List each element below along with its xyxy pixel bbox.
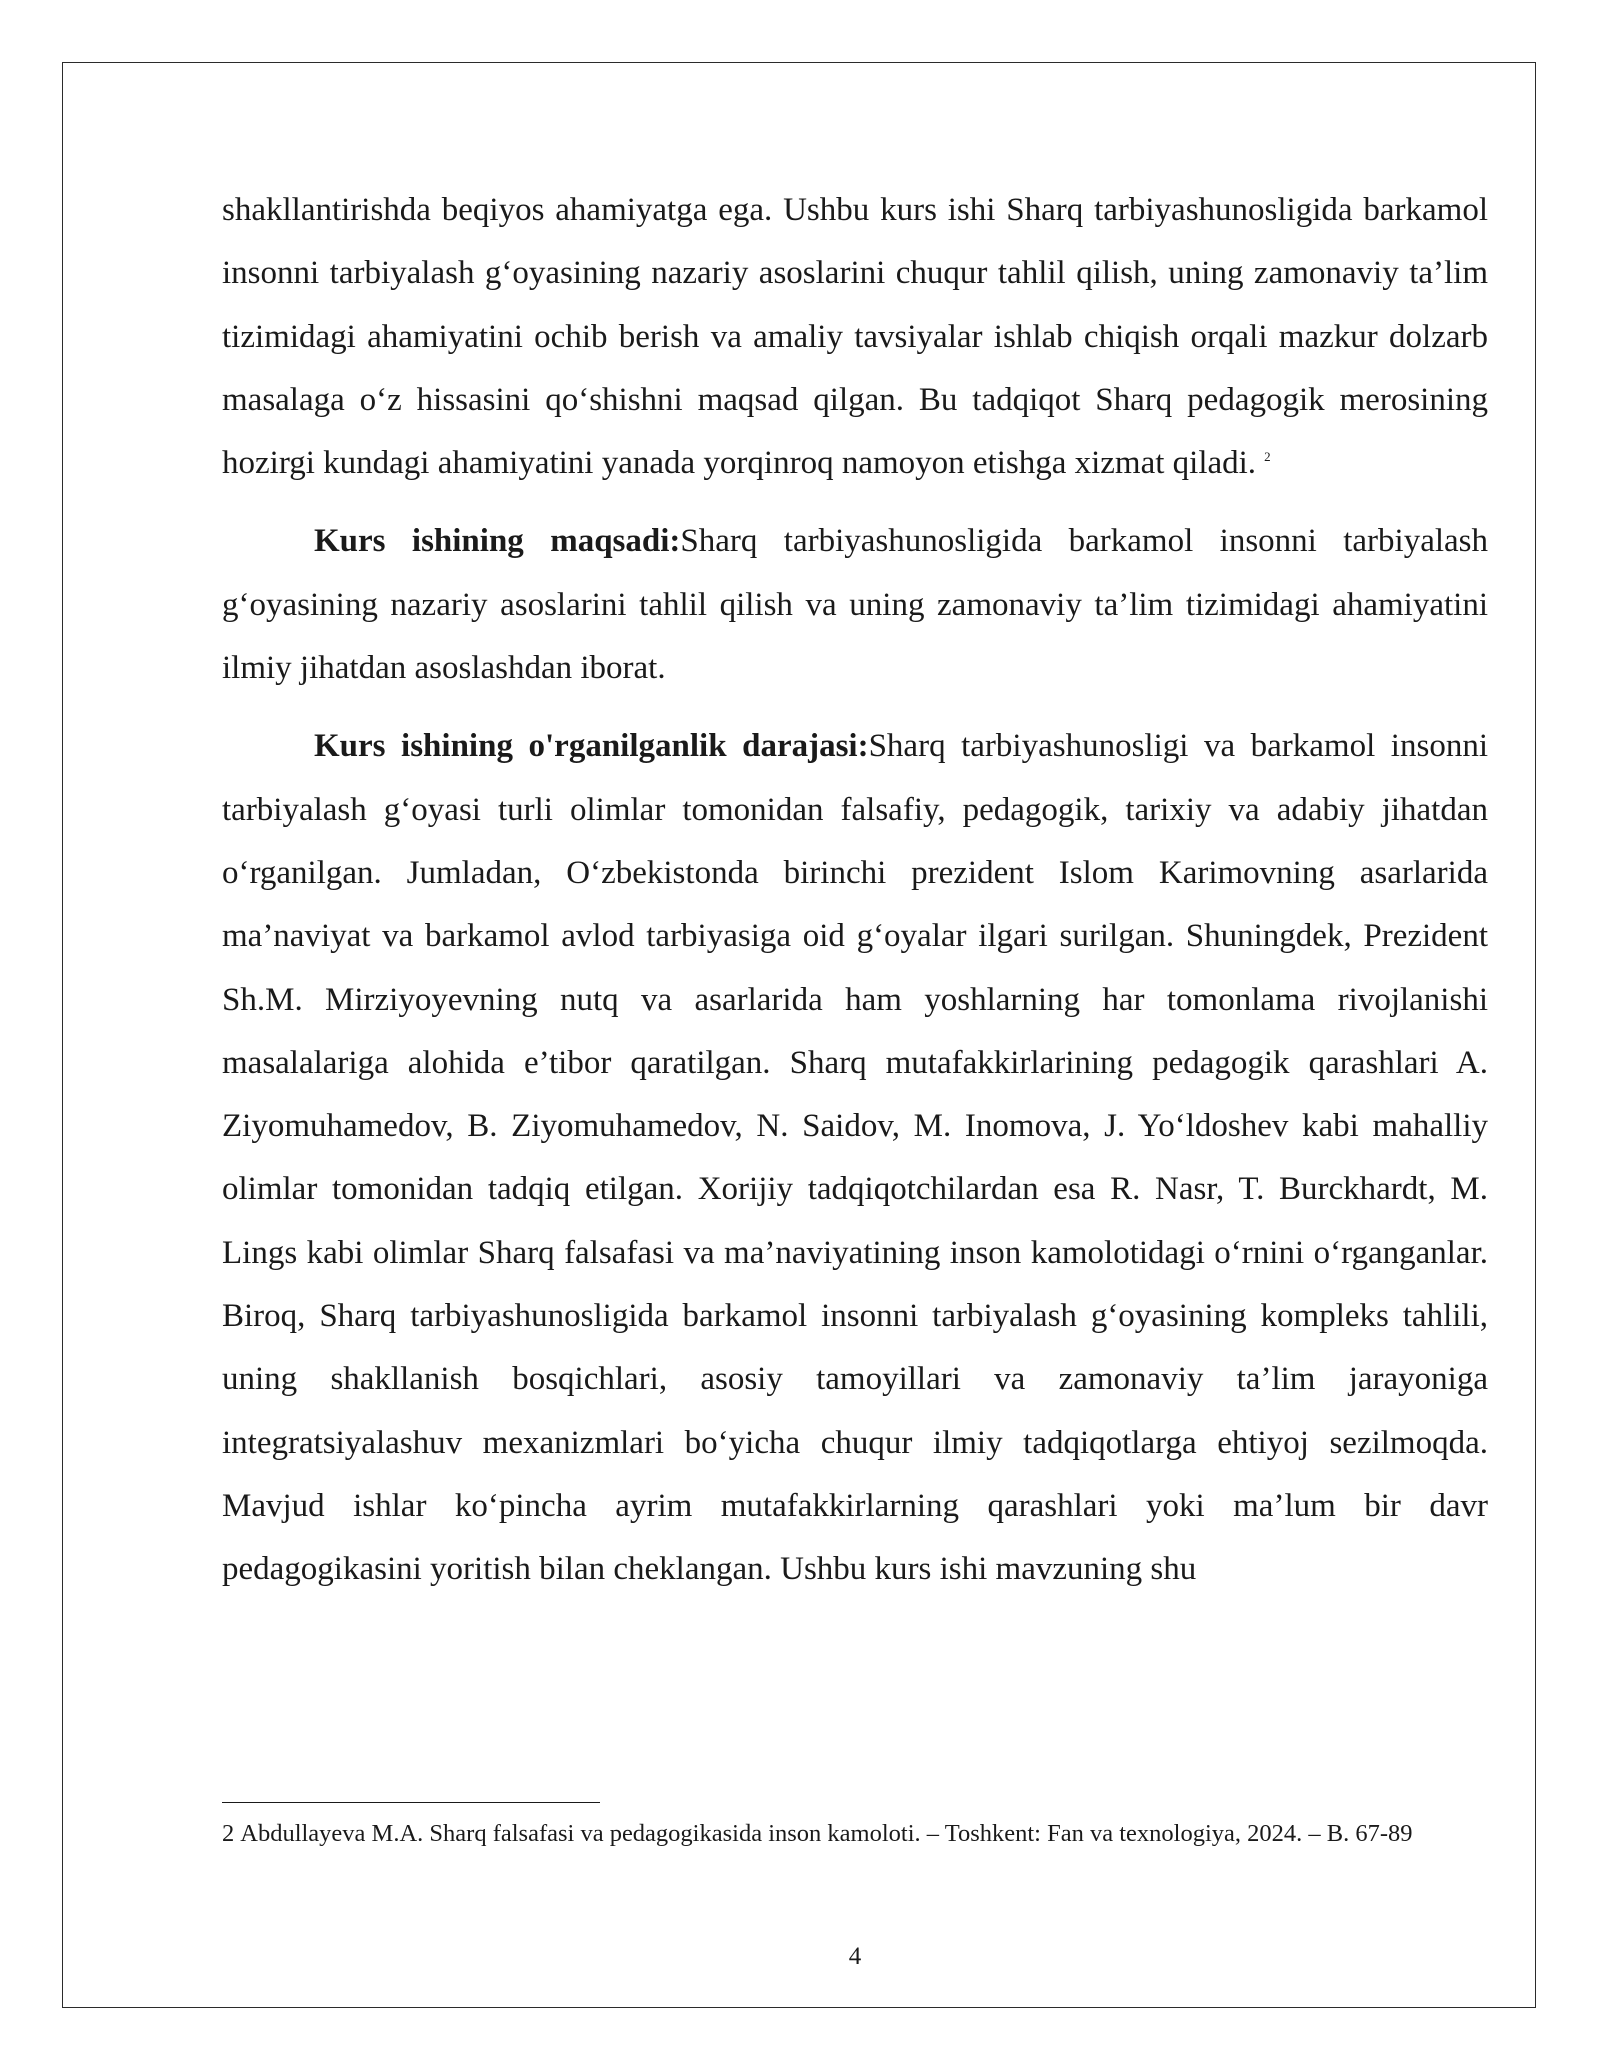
footnote-number: 2 — [222, 1820, 235, 1847]
paragraph-text: Sharq tarbiyashunosligida barkamol insonni tarbiyalash g‘oyasining nazariy asoslarini tahlil qilish va uning zamonaviy ta’lim tizimidagi ahamiyatini ilmiy jihatdan asoslashdan iborat. — [222, 523, 1488, 687]
page-number: 4 — [848, 1943, 862, 1970]
paragraph-heading: Kurs ishining o'rganilganlik darajasi: — [314, 728, 869, 765]
paragraph-study-level — [222, 715, 1488, 1601]
footnote-separator — [222, 1802, 600, 1803]
footnote-reference[interactable]: 2 — [1264, 449, 1271, 465]
footnote — [222, 1816, 1488, 1851]
paragraph-goal — [222, 510, 1488, 700]
document-body — [222, 179, 1488, 1602]
footnote-text: Abdullayeva M.A. Sharq falsafasi va pedagogikasida inson kamoloti. – Toshkent: Fan va texnologiya, 2024. – B. 67-89 — [240, 1820, 1413, 1847]
paragraph-text: shakllantirishda beqiyos ahamiyatga ega. Ushbu kurs ishi Sharq tarbiyashunosligida barkamol insonni tarbiyalash g‘oyasining nazariy asoslarini chuqur tahlil qilish, uning zamonaviy ta’lim tizimidagi ahamiyatini ochib berish va amaliy tavsiyalar ishlab chiqish orqali mazkur dolzarb masalaga o‘z hissasini qo‘shishni maqsad qilgan. Bu tadqiqot Sharq pedagogik merosining hozirgi kundagi ahamiyatini yanada yorqinroq namoyon etishga xizmat qiladi. — [222, 192, 1488, 482]
paragraph-heading: Kurs ishining maqsadi: — [314, 523, 681, 560]
paragraph-text: Sharq tarbiyashunosligi va barkamol insonni tarbiyalash g‘oyasi turli olimlar tomonidan falsafiy, pedagogik, tarixiy va adabiy jihatdan o‘rganilgan. Jumladan, O‘zbekistonda birinchi prezident Islom Karimovning asarlarida ma’naviyat va barkamol avlod tarbiyasiga oid g‘oyalar ilgari surilgan. Shuningdek, Prezident Sh.M. Mirziyoyevning nutq va asarlarida ham yoshlarning har tomonlama rivojlanishi masalalariga alohida e’tibor qaratilgan. Sharq mutafakkirlarining pedagogik qarashlari A. Ziyomuhamedov, B. Ziyomuhamedov, N. Saidov, M. Inomova, J. Yo‘ldoshev kabi mahalliy olimlar tomonidan tadqiq etilgan. Xorijiy tadqiqotchilardan esa R. Nasr, T. Burckhardt, M. Lings kabi olimlar Sharq falsafasi va ma’naviyatining inson kamolotidagi o‘rnini o‘rganganlar. Biroq, Sharq tarbiyashunosligida barkamol insonni tarbiyalash g‘oyasining kompleks tahlili, uning shakllanish bosqichlari, asosiy tamoyillari va zamonaviy ta’lim jarayoniga integratsiyalashuv mexanizmlari bo‘yicha chuqur ilmiy tadqiqotlarga ehtiyoj sezilmoqda. Mavjud ishlar ko‘pincha ayrim mutafakkirlarning qarashlari yoki ma’lum bir davr pedagogikasini yoritish bilan cheklangan. Ushbu kurs ishi mavzuning shu — [222, 728, 1488, 1588]
paragraph-intro — [222, 179, 1488, 495]
